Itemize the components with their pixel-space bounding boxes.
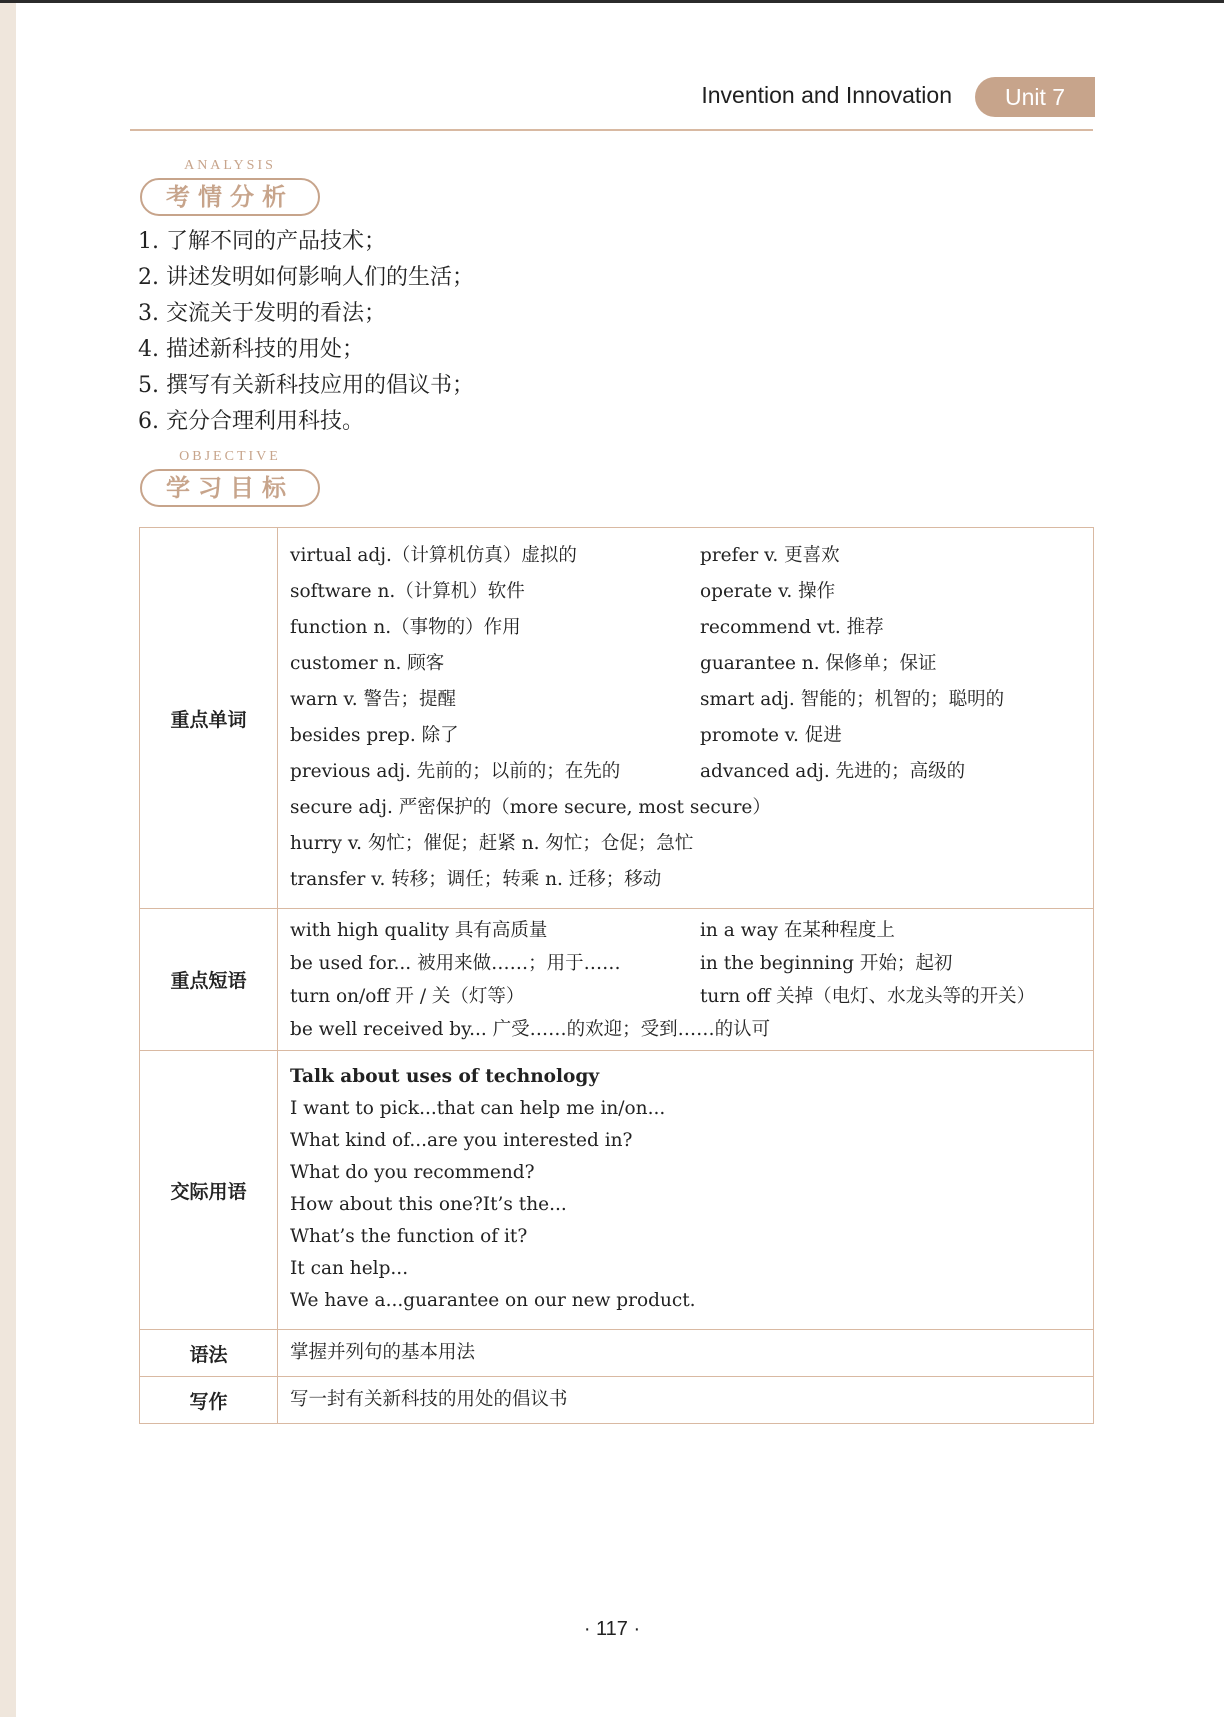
communication-line: I want to pick...that can help me in/on...: [290, 1098, 666, 1119]
analysis-item: 3. 交流关于发明的看法；: [138, 301, 386, 326]
vocab-content: [278, 528, 1094, 909]
vocab-item: operate v. 操作: [700, 581, 836, 602]
communication-line: We have a...guarantee on our new product.: [290, 1290, 696, 1311]
phrase-item: be used for... 被用来做……；用于……: [290, 953, 621, 974]
objective-heading-en: OBJECTIVE: [179, 449, 281, 464]
analysis-item: 4. 描述新科技的用处；: [138, 337, 364, 362]
phrase-item: with high quality 具有高质量: [290, 920, 548, 941]
vocab-item: warn v. 警告；提醒: [290, 689, 457, 710]
unit-badge: Unit 7: [975, 77, 1095, 117]
objective-section-heading: [140, 449, 320, 521]
communication-line: How about this one?It’s the...: [290, 1194, 567, 1215]
analysis-item: 1. 了解不同的产品技术；: [138, 229, 386, 254]
analysis-section-heading: [140, 158, 320, 230]
grammar-content: 掌握并列句的基本用法: [278, 1330, 1094, 1377]
top-border: [0, 0, 1224, 3]
analysis-list: [138, 224, 838, 440]
phrases-row: [140, 909, 1094, 1051]
vocab-item: guarantee n. 保修单；保证: [700, 653, 937, 674]
vocab-item: previous adj. 先前的；以前的；在先的: [290, 761, 621, 782]
writing-row: [140, 1377, 1094, 1424]
communication-line: It can help...: [290, 1258, 409, 1279]
vocab-item: smart adj. 智能的；机智的；聪明的: [700, 689, 1005, 710]
vocab-item: virtual adj.（计算机仿真）虚拟的: [290, 545, 577, 566]
vocab-item: advanced adj. 先进的；高级的: [700, 761, 966, 782]
objective-heading-zh: 学习目标: [140, 469, 320, 507]
vocab-item: secure adj. 严密保护的（more secure, most secure）: [290, 797, 771, 818]
communication-line: What’s the function of it?: [290, 1226, 528, 1247]
grammar-label: 语法: [140, 1330, 278, 1377]
analysis-heading-zh: 考情分析: [140, 178, 320, 216]
communication-heading: Talk about uses of technology: [290, 1066, 600, 1087]
phrase-item: be well received by... 广受……的欢迎；受到……的认可: [290, 1019, 771, 1040]
vocab-label: 重点单词: [140, 528, 278, 909]
analysis-item: 2. 讲述发明如何影响人们的生活；: [138, 265, 474, 290]
header-divider: [130, 129, 1093, 131]
vocab-item: prefer v. 更喜欢: [700, 545, 840, 566]
vocab-item: recommend vt. 推荐: [700, 617, 884, 638]
analysis-heading-en: ANALYSIS: [184, 158, 276, 173]
analysis-item: 5. 撰写有关新科技应用的倡议书；: [138, 373, 474, 398]
communication-line: What do you recommend?: [290, 1162, 535, 1183]
phrases-content: [278, 909, 1094, 1051]
communication-line: What kind of...are you interested in?: [290, 1130, 633, 1151]
page-number: · 117 ·: [583, 1618, 641, 1640]
writing-label: 写作: [140, 1377, 278, 1424]
vocab-item: besides prep. 除了: [290, 725, 459, 746]
vocab-item: software n.（计算机）软件: [290, 581, 525, 602]
phrase-item: in a way 在某种程度上: [700, 920, 895, 941]
vocab-item: hurry v. 匆忙；催促；赶紧 n. 匆忙；仓促；急忙: [290, 833, 694, 854]
communication-row: [140, 1051, 1094, 1330]
grammar-row: [140, 1330, 1094, 1377]
vocab-item: transfer v. 转移；调任；转乘 n. 迁移；移动: [290, 869, 662, 890]
phrase-item: turn on/off 开 / 关（灯等）: [290, 986, 525, 1007]
phrases-label: 重点短语: [140, 909, 278, 1051]
phrase-item: in the beginning 开始；起初: [700, 953, 953, 974]
vocab-item: function n.（事物的）作用: [290, 617, 521, 638]
objectives-table: [139, 527, 1094, 1424]
page-edge-strip: [0, 3, 16, 1717]
vocab-item: promote v. 促进: [700, 725, 842, 746]
vocab-row: [140, 528, 1094, 909]
writing-content: 写一封有关新科技的用处的倡议书: [278, 1377, 1094, 1424]
phrase-item: turn off 关掉（电灯、水龙头等的开关）: [700, 986, 1036, 1007]
vocab-item: customer n. 顾客: [290, 653, 445, 674]
communication-content: [278, 1051, 1094, 1330]
analysis-item: 6. 充分合理利用科技。: [138, 409, 364, 434]
communication-label: 交际用语: [140, 1051, 278, 1330]
chapter-title: Invention and Innovation: [701, 82, 952, 108]
